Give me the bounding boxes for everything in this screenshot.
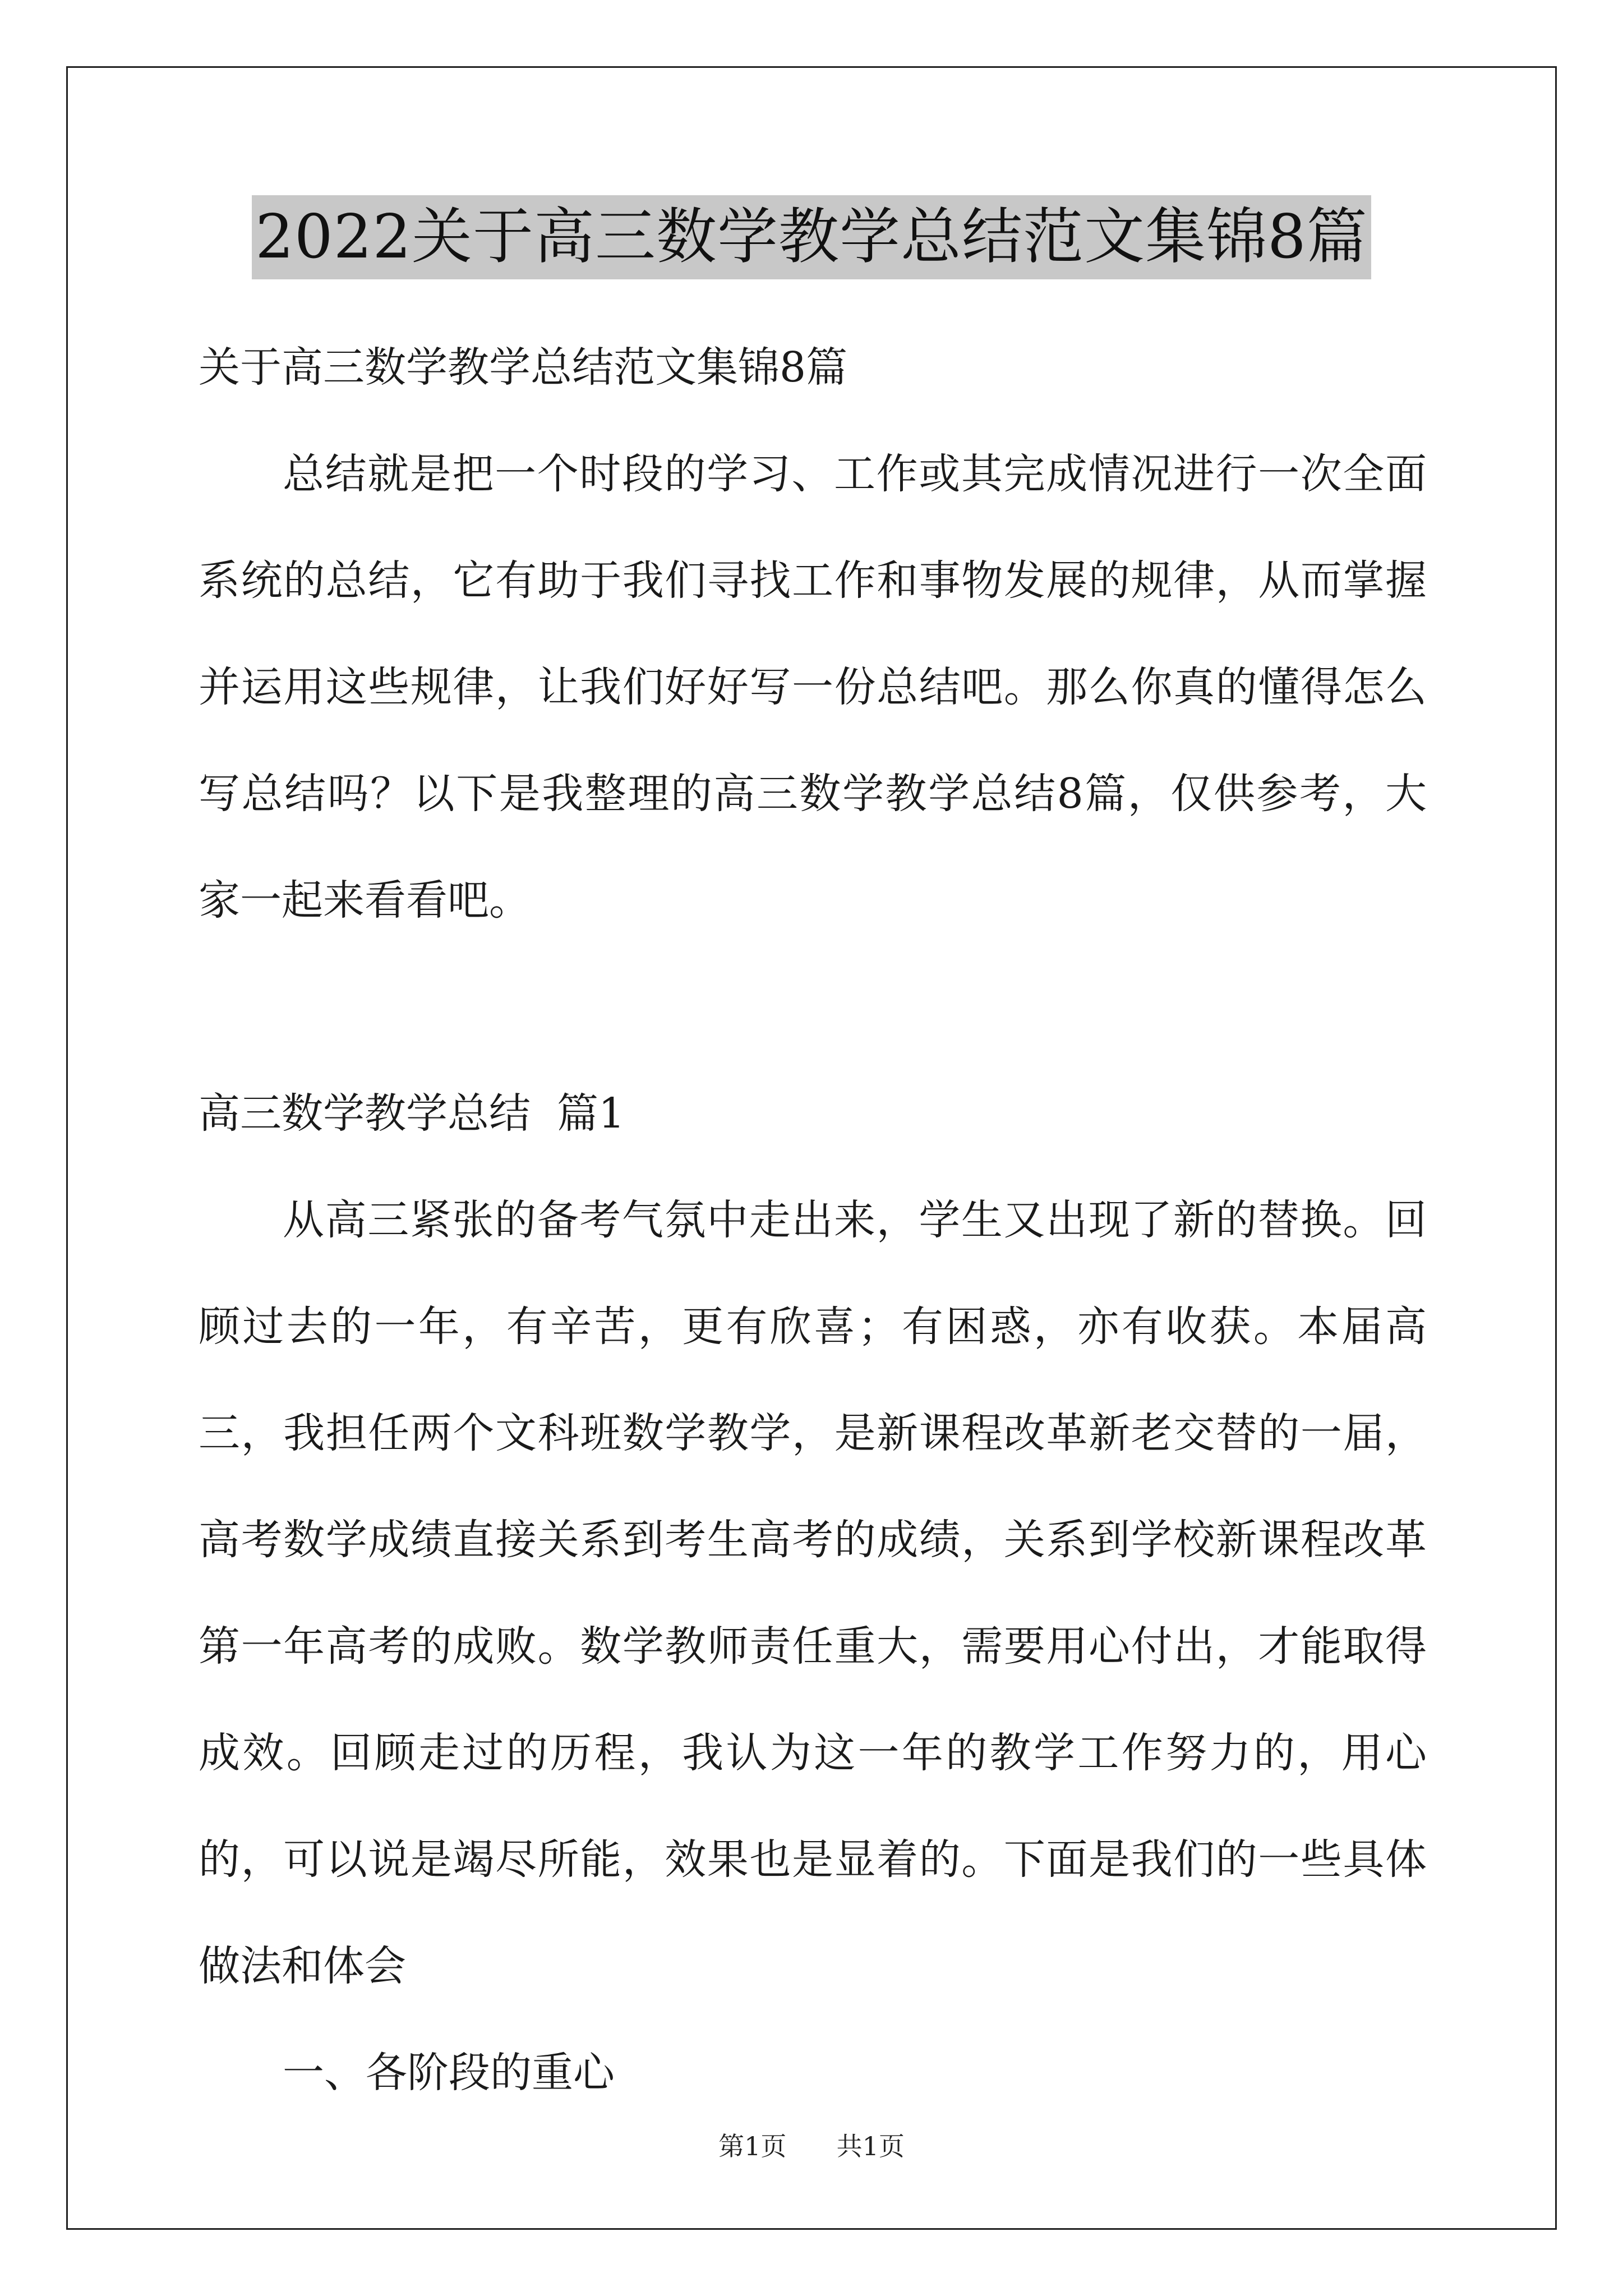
page-footer: 第1页 共1页 <box>718 2131 905 2161</box>
section-heading: 高三数学教学总结 篇1 <box>199 1089 625 1138</box>
intro-paragraph: 总结就是把一个时段的学习、工作或其完成情况进行一次全面系统的总结，它有助于我们寻找工作和事物发展的规律，从而掌握并运用这些规律，让我们好好写一份总结吧。那么你真的懂得怎么写总结吗？以下是我整理的高三数学教学总结8篇，仅供参考，大家一起来看看吧。 <box>199 450 1427 924</box>
point-heading: 一、各阶段的重心 <box>283 2049 615 2097</box>
document-subtitle: 关于高三数学教学总结范文集锦8篇 <box>199 343 848 392</box>
title-container <box>0 195 1623 279</box>
section-paragraph: 从高三紧张的备考气氛中走出来，学生又出现了新的替换。回顾过去的一年，有辛苦，更有欣喜；有困惑，亦有收获。本届高三，我担任两个文科班数学教学，是新课程改革新老交替的一届，高考数学成绩直接关系到考生高考的成绩，关系到学校新课程改革第一年高考的成败。数学教师责任重大，需要用心付出，才能取得成效。回顾走过的历程，我认为这一年的教学工作努力的，用心的，可以说是竭尽所能，效果也是显着的。下面是我们的一些具体做法和体会 <box>199 1196 1427 1990</box>
paragraph-spacer <box>199 954 1427 1060</box>
document-title: 2022关于高三数学教学总结范文集锦8篇 <box>252 195 1371 279</box>
document-body <box>199 314 1427 2126</box>
